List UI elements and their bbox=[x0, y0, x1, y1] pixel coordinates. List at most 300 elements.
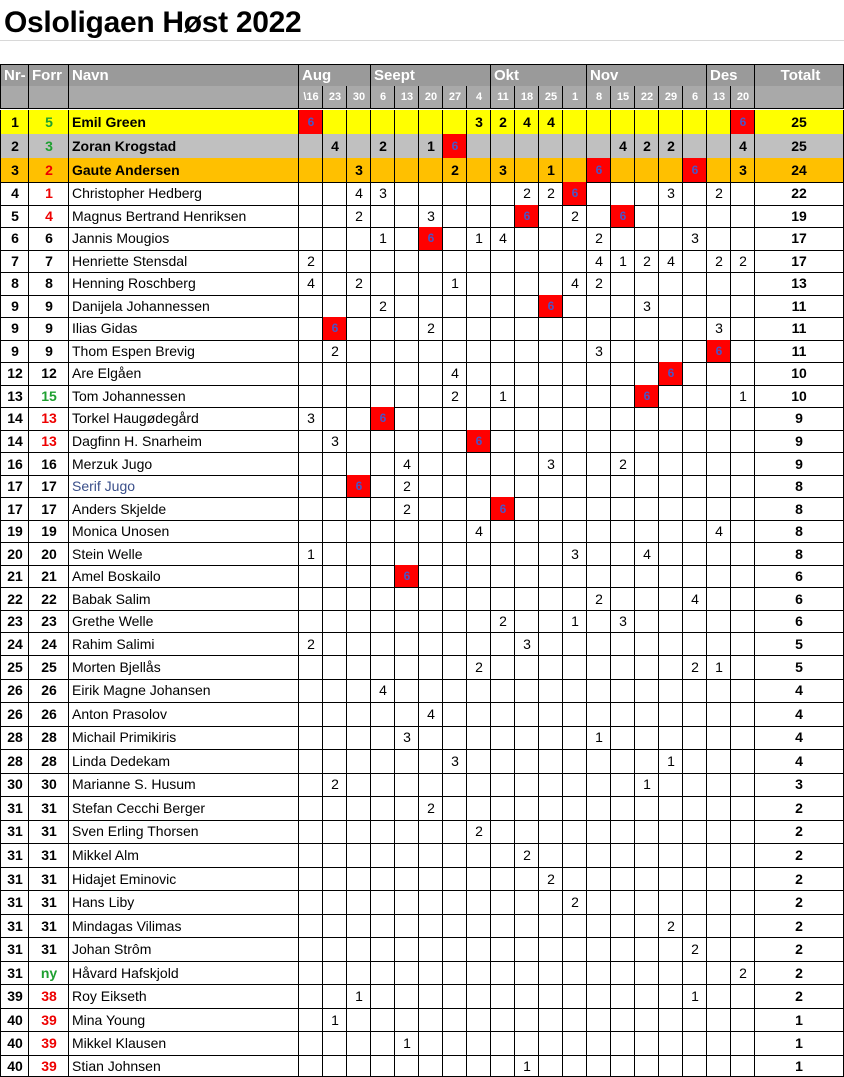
score-cell bbox=[514, 452, 539, 476]
score-cell bbox=[394, 407, 419, 431]
total-cell: 8 bbox=[754, 497, 844, 521]
score-cell: 2 bbox=[682, 655, 707, 680]
player-name: Henning Roschberg bbox=[68, 272, 299, 296]
score-cell bbox=[394, 227, 419, 251]
score-cell bbox=[394, 205, 419, 229]
date-label: 13 bbox=[706, 86, 731, 109]
subheader-blank bbox=[0, 86, 29, 109]
score-cell bbox=[706, 726, 731, 751]
score-cell bbox=[682, 295, 707, 319]
score-cell bbox=[298, 452, 323, 476]
score-cell bbox=[562, 655, 587, 680]
score-value: 6 bbox=[667, 366, 675, 381]
winner-score-cell bbox=[370, 407, 395, 431]
score-cell bbox=[298, 890, 323, 915]
score-cell bbox=[346, 565, 371, 589]
previous-rank-cell: 3 bbox=[28, 134, 69, 159]
score-cell bbox=[634, 655, 659, 680]
score-cell bbox=[634, 587, 659, 611]
score-cell bbox=[490, 430, 515, 454]
date-label: \16 bbox=[298, 86, 323, 109]
score-cell bbox=[394, 820, 419, 845]
score-cell: 2 bbox=[370, 134, 395, 159]
winner-score-cell bbox=[730, 110, 755, 135]
score-cell bbox=[514, 610, 539, 634]
score-cell bbox=[634, 317, 659, 341]
score-cell bbox=[418, 272, 443, 296]
previous-rank-cell: 21 bbox=[28, 565, 69, 589]
score-cell bbox=[634, 430, 659, 454]
rank-cell: 9 bbox=[0, 340, 29, 364]
previous-rank-cell: 26 bbox=[28, 679, 69, 704]
score-cell bbox=[490, 1008, 515, 1033]
score-cell bbox=[730, 749, 755, 774]
score-cell bbox=[586, 961, 611, 986]
player-name: Hans Liby bbox=[68, 890, 299, 915]
score-cell bbox=[514, 726, 539, 751]
score-cell bbox=[418, 407, 443, 431]
score-cell bbox=[394, 914, 419, 939]
score-cell bbox=[490, 317, 515, 341]
player-name: Stefan Cecchi Berger bbox=[68, 796, 299, 821]
score-cell bbox=[370, 272, 395, 296]
player-name: Stein Welle bbox=[68, 542, 299, 566]
score-cell bbox=[730, 452, 755, 476]
score-cell: 2 bbox=[730, 961, 755, 986]
score-cell bbox=[562, 961, 587, 986]
score-cell bbox=[706, 1055, 731, 1077]
player-name: Marianne S. Husum bbox=[68, 773, 299, 798]
score-cell bbox=[538, 205, 563, 229]
score-cell: 3 bbox=[682, 227, 707, 251]
rank-cell: 19 bbox=[0, 520, 29, 544]
score-cell: 4 bbox=[346, 182, 371, 206]
score-cell bbox=[706, 385, 731, 409]
score-value: 6 bbox=[475, 434, 483, 448]
score-cell bbox=[634, 843, 659, 868]
score-cell bbox=[466, 890, 491, 915]
player-name: Thom Espen Brevig bbox=[68, 340, 299, 364]
score-cell bbox=[706, 867, 731, 892]
score-cell bbox=[562, 749, 587, 774]
total-cell: 17 bbox=[754, 227, 844, 251]
score-cell bbox=[442, 250, 467, 274]
score-cell bbox=[730, 295, 755, 319]
score-cell bbox=[466, 362, 491, 386]
winner-score-cell bbox=[514, 205, 539, 229]
score-cell bbox=[682, 890, 707, 915]
score-cell bbox=[658, 937, 683, 962]
score-cell bbox=[706, 497, 731, 521]
score-cell bbox=[514, 679, 539, 704]
score-value: 6 bbox=[619, 208, 627, 223]
score-cell bbox=[394, 542, 419, 566]
score-cell bbox=[538, 610, 563, 634]
score-cell: 1 bbox=[418, 134, 443, 159]
score-cell bbox=[682, 796, 707, 821]
winner-score-cell bbox=[634, 385, 659, 409]
score-cell bbox=[538, 475, 563, 499]
score-cell bbox=[442, 340, 467, 364]
winner-score-cell bbox=[562, 182, 587, 206]
score-cell: 4 bbox=[610, 134, 635, 159]
score-cell bbox=[586, 1055, 611, 1077]
score-cell bbox=[538, 679, 563, 704]
total-cell: 8 bbox=[754, 475, 844, 499]
score-cell: 3 bbox=[418, 205, 443, 229]
score-cell: 2 bbox=[370, 295, 395, 319]
score-cell bbox=[298, 679, 323, 704]
total-cell: 8 bbox=[754, 542, 844, 566]
score-cell bbox=[610, 773, 635, 798]
score-cell bbox=[658, 961, 683, 986]
player-name: Magnus Bertrand Henriksen bbox=[68, 205, 299, 229]
score-cell bbox=[466, 158, 491, 183]
score-cell bbox=[706, 158, 731, 183]
score-cell bbox=[394, 937, 419, 962]
score-cell bbox=[514, 430, 539, 454]
previous-rank-cell: 38 bbox=[28, 984, 69, 1009]
score-cell bbox=[658, 587, 683, 611]
score-cell: 1 bbox=[706, 655, 731, 680]
score-cell bbox=[370, 340, 395, 364]
score-cell bbox=[442, 820, 467, 845]
score-cell bbox=[658, 867, 683, 892]
rank-cell: 28 bbox=[0, 749, 29, 774]
score-cell bbox=[322, 182, 347, 206]
date-label: 4 bbox=[466, 86, 491, 109]
score-cell bbox=[706, 984, 731, 1009]
score-cell bbox=[394, 520, 419, 544]
player-name: Linda Dedekam bbox=[68, 749, 299, 774]
score-cell bbox=[346, 1008, 371, 1033]
score-cell bbox=[466, 843, 491, 868]
score-cell: 2 bbox=[466, 655, 491, 680]
score-cell bbox=[322, 820, 347, 845]
score-cell bbox=[490, 820, 515, 845]
score-cell bbox=[586, 820, 611, 845]
score-cell bbox=[370, 796, 395, 821]
score-cell bbox=[370, 867, 395, 892]
score-cell bbox=[466, 134, 491, 159]
rank-cell: 4 bbox=[0, 182, 29, 206]
score-cell bbox=[394, 702, 419, 727]
score-cell bbox=[634, 1055, 659, 1077]
score-cell bbox=[298, 984, 323, 1009]
score-cell: 4 bbox=[658, 250, 683, 274]
score-value: 6 bbox=[739, 115, 747, 129]
score-cell bbox=[370, 565, 395, 589]
score-cell bbox=[514, 655, 539, 680]
score-cell: 2 bbox=[346, 205, 371, 229]
score-cell bbox=[394, 587, 419, 611]
score-cell bbox=[346, 890, 371, 915]
score-cell bbox=[706, 1031, 731, 1056]
score-value: 6 bbox=[379, 411, 387, 426]
score-cell bbox=[442, 295, 467, 319]
score-cell bbox=[562, 937, 587, 962]
score-cell bbox=[610, 749, 635, 774]
rank-cell: 9 bbox=[0, 295, 29, 319]
score-cell bbox=[370, 250, 395, 274]
score-cell bbox=[442, 520, 467, 544]
score-cell bbox=[610, 475, 635, 499]
score-cell bbox=[298, 610, 323, 634]
score-cell bbox=[610, 340, 635, 364]
score-cell bbox=[346, 867, 371, 892]
score-cell bbox=[730, 726, 755, 751]
score-cell bbox=[370, 820, 395, 845]
subheader-blank bbox=[754, 86, 844, 109]
month-header: Okt bbox=[490, 64, 587, 87]
score-cell bbox=[322, 205, 347, 229]
score-cell bbox=[322, 227, 347, 251]
score-cell bbox=[394, 749, 419, 774]
score-cell bbox=[706, 475, 731, 499]
score-cell: 4 bbox=[730, 134, 755, 159]
score-cell bbox=[298, 1008, 323, 1033]
score-cell bbox=[610, 890, 635, 915]
score-cell bbox=[418, 1031, 443, 1056]
score-cell bbox=[682, 565, 707, 589]
score-cell bbox=[466, 475, 491, 499]
score-cell bbox=[586, 773, 611, 798]
previous-rank-cell: 39 bbox=[28, 1055, 69, 1077]
score-cell bbox=[442, 655, 467, 680]
player-name: Christopher Hedberg bbox=[68, 182, 299, 206]
score-cell: 2 bbox=[706, 182, 731, 206]
score-cell bbox=[730, 914, 755, 939]
score-cell: 2 bbox=[466, 820, 491, 845]
score-cell bbox=[682, 497, 707, 521]
previous-rank-cell: 31 bbox=[28, 937, 69, 962]
score-cell bbox=[346, 587, 371, 611]
header-forr: Forr bbox=[28, 64, 69, 87]
winner-score-cell bbox=[418, 227, 443, 251]
score-cell: 4 bbox=[634, 542, 659, 566]
score-cell bbox=[706, 565, 731, 589]
score-cell bbox=[610, 961, 635, 986]
score-cell bbox=[586, 610, 611, 634]
score-cell bbox=[538, 984, 563, 1009]
score-cell bbox=[298, 497, 323, 521]
score-cell bbox=[322, 587, 347, 611]
score-cell: 3 bbox=[298, 407, 323, 431]
score-cell bbox=[562, 1055, 587, 1077]
score-cell bbox=[298, 158, 323, 183]
score-cell bbox=[298, 385, 323, 409]
score-cell bbox=[658, 385, 683, 409]
score-cell bbox=[370, 362, 395, 386]
previous-rank-cell: 23 bbox=[28, 610, 69, 634]
header-totalt: Totalt bbox=[754, 64, 844, 87]
score-cell: 1 bbox=[370, 227, 395, 251]
score-cell bbox=[730, 182, 755, 206]
score-cell: 3 bbox=[538, 452, 563, 476]
score-cell bbox=[634, 726, 659, 751]
score-cell bbox=[370, 452, 395, 476]
score-cell bbox=[538, 1008, 563, 1033]
score-cell: 4 bbox=[682, 587, 707, 611]
score-cell bbox=[706, 295, 731, 319]
rank-cell: 39 bbox=[0, 984, 29, 1009]
score-cell: 4 bbox=[370, 679, 395, 704]
score-cell bbox=[418, 497, 443, 521]
score-cell bbox=[346, 385, 371, 409]
score-cell bbox=[586, 452, 611, 476]
previous-rank-cell: 16 bbox=[28, 452, 69, 476]
score-cell bbox=[514, 295, 539, 319]
score-cell bbox=[634, 820, 659, 845]
score-cell bbox=[706, 702, 731, 727]
score-cell: 1 bbox=[586, 726, 611, 751]
rank-cell: 13 bbox=[0, 385, 29, 409]
score-cell bbox=[538, 385, 563, 409]
score-cell: 3 bbox=[346, 158, 371, 183]
score-cell bbox=[586, 679, 611, 704]
winner-score-cell bbox=[538, 295, 563, 319]
score-cell bbox=[346, 914, 371, 939]
score-cell bbox=[682, 475, 707, 499]
score-cell bbox=[418, 182, 443, 206]
total-cell: 2 bbox=[754, 890, 844, 915]
score-value: 6 bbox=[331, 321, 339, 336]
score-cell bbox=[490, 937, 515, 962]
score-cell bbox=[322, 272, 347, 296]
score-cell bbox=[346, 773, 371, 798]
score-cell bbox=[370, 1055, 395, 1077]
score-cell bbox=[442, 773, 467, 798]
score-cell bbox=[658, 110, 683, 135]
previous-rank-cell: 15 bbox=[28, 385, 69, 409]
score-cell bbox=[418, 843, 443, 868]
score-cell bbox=[514, 796, 539, 821]
score-cell bbox=[346, 110, 371, 135]
score-cell bbox=[466, 205, 491, 229]
score-cell bbox=[682, 914, 707, 939]
score-cell bbox=[682, 542, 707, 566]
score-cell bbox=[538, 914, 563, 939]
score-cell bbox=[442, 1031, 467, 1056]
player-name: Gaute Andersen bbox=[68, 158, 299, 183]
score-cell bbox=[682, 385, 707, 409]
score-cell: 2 bbox=[706, 250, 731, 274]
score-cell bbox=[322, 542, 347, 566]
total-cell: 9 bbox=[754, 430, 844, 454]
score-cell bbox=[658, 317, 683, 341]
score-cell: 3 bbox=[466, 110, 491, 135]
score-cell bbox=[562, 227, 587, 251]
score-cell bbox=[514, 317, 539, 341]
score-cell bbox=[490, 1031, 515, 1056]
score-cell bbox=[514, 475, 539, 499]
score-cell bbox=[370, 1008, 395, 1033]
score-cell bbox=[586, 407, 611, 431]
score-cell: 2 bbox=[514, 843, 539, 868]
total-cell: 2 bbox=[754, 937, 844, 962]
score-cell bbox=[610, 317, 635, 341]
score-cell bbox=[586, 362, 611, 386]
score-cell: 2 bbox=[442, 385, 467, 409]
score-cell: 2 bbox=[682, 937, 707, 962]
rank-cell: 23 bbox=[0, 610, 29, 634]
score-cell bbox=[514, 937, 539, 962]
month-header: Seept bbox=[370, 64, 491, 87]
score-cell bbox=[442, 610, 467, 634]
score-cell bbox=[394, 773, 419, 798]
score-cell bbox=[682, 407, 707, 431]
total-cell: 6 bbox=[754, 565, 844, 589]
player-name: Stian Johnsen bbox=[68, 1055, 299, 1077]
score-cell bbox=[346, 749, 371, 774]
score-cell bbox=[538, 843, 563, 868]
score-cell bbox=[538, 632, 563, 656]
score-cell bbox=[394, 984, 419, 1009]
score-cell bbox=[586, 295, 611, 319]
score-cell bbox=[322, 250, 347, 274]
score-cell: 3 bbox=[370, 182, 395, 206]
player-name: Mikkel Alm bbox=[68, 843, 299, 868]
player-name: Anders Skjelde bbox=[68, 497, 299, 521]
score-cell: 4 bbox=[586, 250, 611, 274]
total-cell: 1 bbox=[754, 1031, 844, 1056]
score-cell bbox=[730, 430, 755, 454]
score-cell bbox=[730, 407, 755, 431]
score-cell bbox=[634, 158, 659, 183]
score-cell bbox=[658, 205, 683, 229]
score-cell bbox=[538, 1031, 563, 1056]
score-cell bbox=[706, 773, 731, 798]
score-cell bbox=[346, 407, 371, 431]
score-cell bbox=[346, 362, 371, 386]
score-value: 6 bbox=[643, 388, 651, 403]
score-cell bbox=[562, 726, 587, 751]
score-cell bbox=[370, 749, 395, 774]
score-cell bbox=[586, 134, 611, 159]
player-name: Johan Strôm bbox=[68, 937, 299, 962]
score-cell bbox=[346, 542, 371, 566]
score-cell bbox=[418, 1055, 443, 1077]
score-cell bbox=[634, 679, 659, 704]
score-cell bbox=[490, 726, 515, 751]
score-cell bbox=[610, 565, 635, 589]
score-cell: 2 bbox=[322, 773, 347, 798]
score-cell bbox=[634, 227, 659, 251]
score-cell bbox=[346, 227, 371, 251]
score-cell bbox=[562, 1031, 587, 1056]
score-cell bbox=[514, 158, 539, 183]
score-cell bbox=[442, 587, 467, 611]
score-cell bbox=[538, 890, 563, 915]
score-cell bbox=[610, 843, 635, 868]
score-cell bbox=[586, 1008, 611, 1033]
score-cell bbox=[730, 796, 755, 821]
score-cell bbox=[490, 867, 515, 892]
score-cell: 4 bbox=[562, 272, 587, 296]
score-value: 6 bbox=[547, 298, 555, 313]
score-cell bbox=[490, 890, 515, 915]
score-cell bbox=[466, 867, 491, 892]
score-cell bbox=[490, 749, 515, 774]
score-cell bbox=[370, 632, 395, 656]
score-cell bbox=[394, 110, 419, 135]
previous-rank-cell: 31 bbox=[28, 796, 69, 821]
rank-cell: 14 bbox=[0, 407, 29, 431]
score-cell bbox=[322, 362, 347, 386]
rank-cell: 3 bbox=[0, 158, 29, 183]
player-name: Serif Jugo bbox=[68, 475, 299, 499]
score-cell bbox=[610, 984, 635, 1009]
